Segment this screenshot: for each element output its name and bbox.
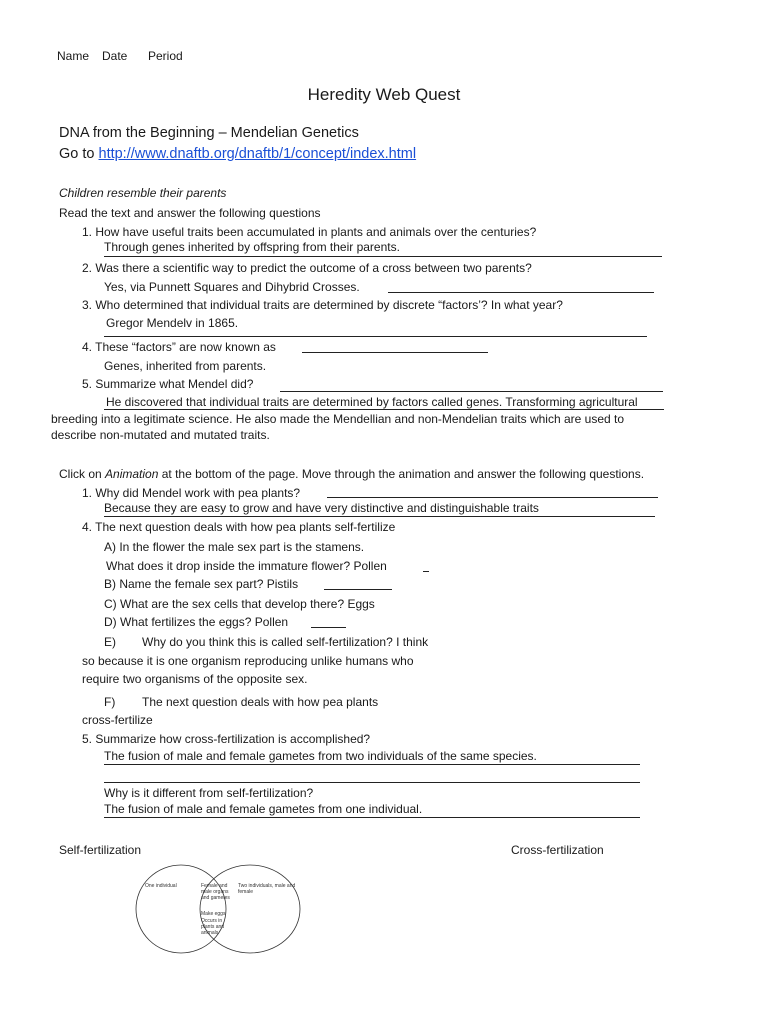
intro-pre: Click on	[59, 467, 106, 481]
answer-line	[104, 336, 647, 337]
instruction: Read the text and answer the following questions	[59, 206, 321, 220]
answer-line	[104, 782, 640, 783]
venn-middle-text-1: Female and male organs and gametes	[201, 883, 230, 901]
answer-line	[423, 571, 429, 572]
intro-post: at the bottom of the page. Move through the animation and answer the following questions.	[158, 467, 645, 481]
question-1: 1. How have useful traits been accumulated in plants and animals over the centuries?	[82, 225, 537, 239]
answer-1: Through genes inherited by offspring from their parents.	[104, 240, 400, 254]
question-s2-5: 5. Summarize how cross-fertilization is accomplished?	[82, 732, 371, 746]
answer-line	[104, 516, 655, 517]
animation-word: Animation	[105, 467, 159, 481]
answer-line	[104, 409, 664, 410]
answer-line	[302, 352, 488, 353]
answer-s2-5b: The fusion of male and female gametes from one individual.	[104, 802, 423, 816]
question-4: 4. These “factors” are now known as	[82, 340, 276, 354]
question-s2-4: 4. The next question deals with how pea plants self-fertilize	[82, 520, 396, 534]
question-d: D) What fertilizes the eggs? Pollen	[104, 615, 289, 629]
question-e-line-2: so because it is one organism reproducing unlike humans who	[82, 654, 414, 668]
goto-prefix: Go to	[59, 146, 99, 162]
question-2: 2. Was there a scientific way to predict the outcome of a cross between two parents?	[82, 261, 532, 275]
name-label: Name	[57, 49, 90, 63]
question-e-label: E)	[104, 635, 116, 649]
venn-left-text: One individual	[145, 883, 177, 889]
question-5: 5. Summarize what Mendel did?	[82, 377, 254, 391]
answer-3: Gregor Mendelv in 1865.	[106, 316, 239, 330]
question-e: Why do you think this is called self-fertilization? I think	[142, 635, 429, 649]
question-s2-1: 1. Why did Mendel work with pea plants?	[82, 486, 301, 500]
question-3: 3. Who determined that individual traits are determined by discrete “factors’? In what year?	[82, 298, 563, 312]
answer-line	[104, 817, 640, 818]
answer-5-line-1: He discovered that individual traits are determined by factors called genes. Transforming agricultural	[106, 395, 638, 409]
answer-5-line-3: describe non-mutated and mutated traits.	[51, 428, 270, 442]
question-e-line-3: require two organisms of the opposite sex.	[82, 672, 308, 686]
answer-line	[311, 627, 346, 628]
question-c: C) What are the sex cells that develop there? Eggs	[104, 597, 375, 611]
venn-right-text: Two individuals, male and female	[238, 883, 296, 895]
venn-diagram	[130, 860, 310, 960]
goto-line	[59, 146, 416, 163]
venn-left-circle	[136, 865, 226, 953]
venn-middle-text-2: Make eggs	[201, 911, 226, 917]
page-title: Heredity Web Quest	[307, 85, 461, 104]
section-heading: Children resemble their parents	[59, 186, 227, 200]
question-f: The next question deals with how pea plants	[142, 695, 379, 709]
answer-line	[388, 292, 654, 293]
question-a2: What does it drop inside the immature flower? Pollen	[106, 559, 387, 573]
answer-4: Genes, inherited from parents.	[104, 359, 267, 373]
self-fertilization-label: Self-fertilization	[59, 843, 142, 857]
venn-middle-text-3: Occurs in plants and animals	[201, 918, 225, 936]
venn-right-circle	[200, 865, 300, 953]
answer-5-line-2: breeding into a legitimate science. He also made the Mendellian and non-Mendelian traits which are used to	[51, 412, 625, 426]
answer-line	[324, 589, 392, 590]
answer-s2-1: Because they are easy to grow and have very distinctive and distinguishable traits	[104, 501, 539, 515]
question-b: B) Name the female sex part? Pistils	[104, 577, 299, 591]
date-label: Date	[102, 49, 128, 63]
dnaftb-link[interactable]: http://www.dnaftb.org/dnaftb/1/concept/index.html	[98, 146, 417, 162]
answer-line	[280, 391, 663, 392]
answer-s2-5: The fusion of male and female gametes from two individuals of the same species.	[104, 749, 537, 763]
question-f-label: F)	[104, 695, 116, 709]
answer-line	[104, 256, 662, 257]
answer-line	[104, 764, 640, 765]
question-f-line-2: cross-fertilize	[82, 713, 153, 727]
answer-2: Yes, via Punnett Squares and Dihybrid Crosses.	[104, 280, 360, 294]
question-s2-5b: Why is it different from self-fertilization?	[104, 786, 314, 800]
subtitle: DNA from the Beginning – Mendelian Genetics	[59, 125, 359, 141]
answer-line	[327, 497, 658, 498]
cross-fertilization-label: Cross-fertilization	[511, 843, 604, 857]
period-label: Period	[148, 49, 183, 63]
animation-intro	[59, 467, 644, 482]
question-a: A) In the flower the male sex part is the stamens.	[104, 540, 365, 554]
